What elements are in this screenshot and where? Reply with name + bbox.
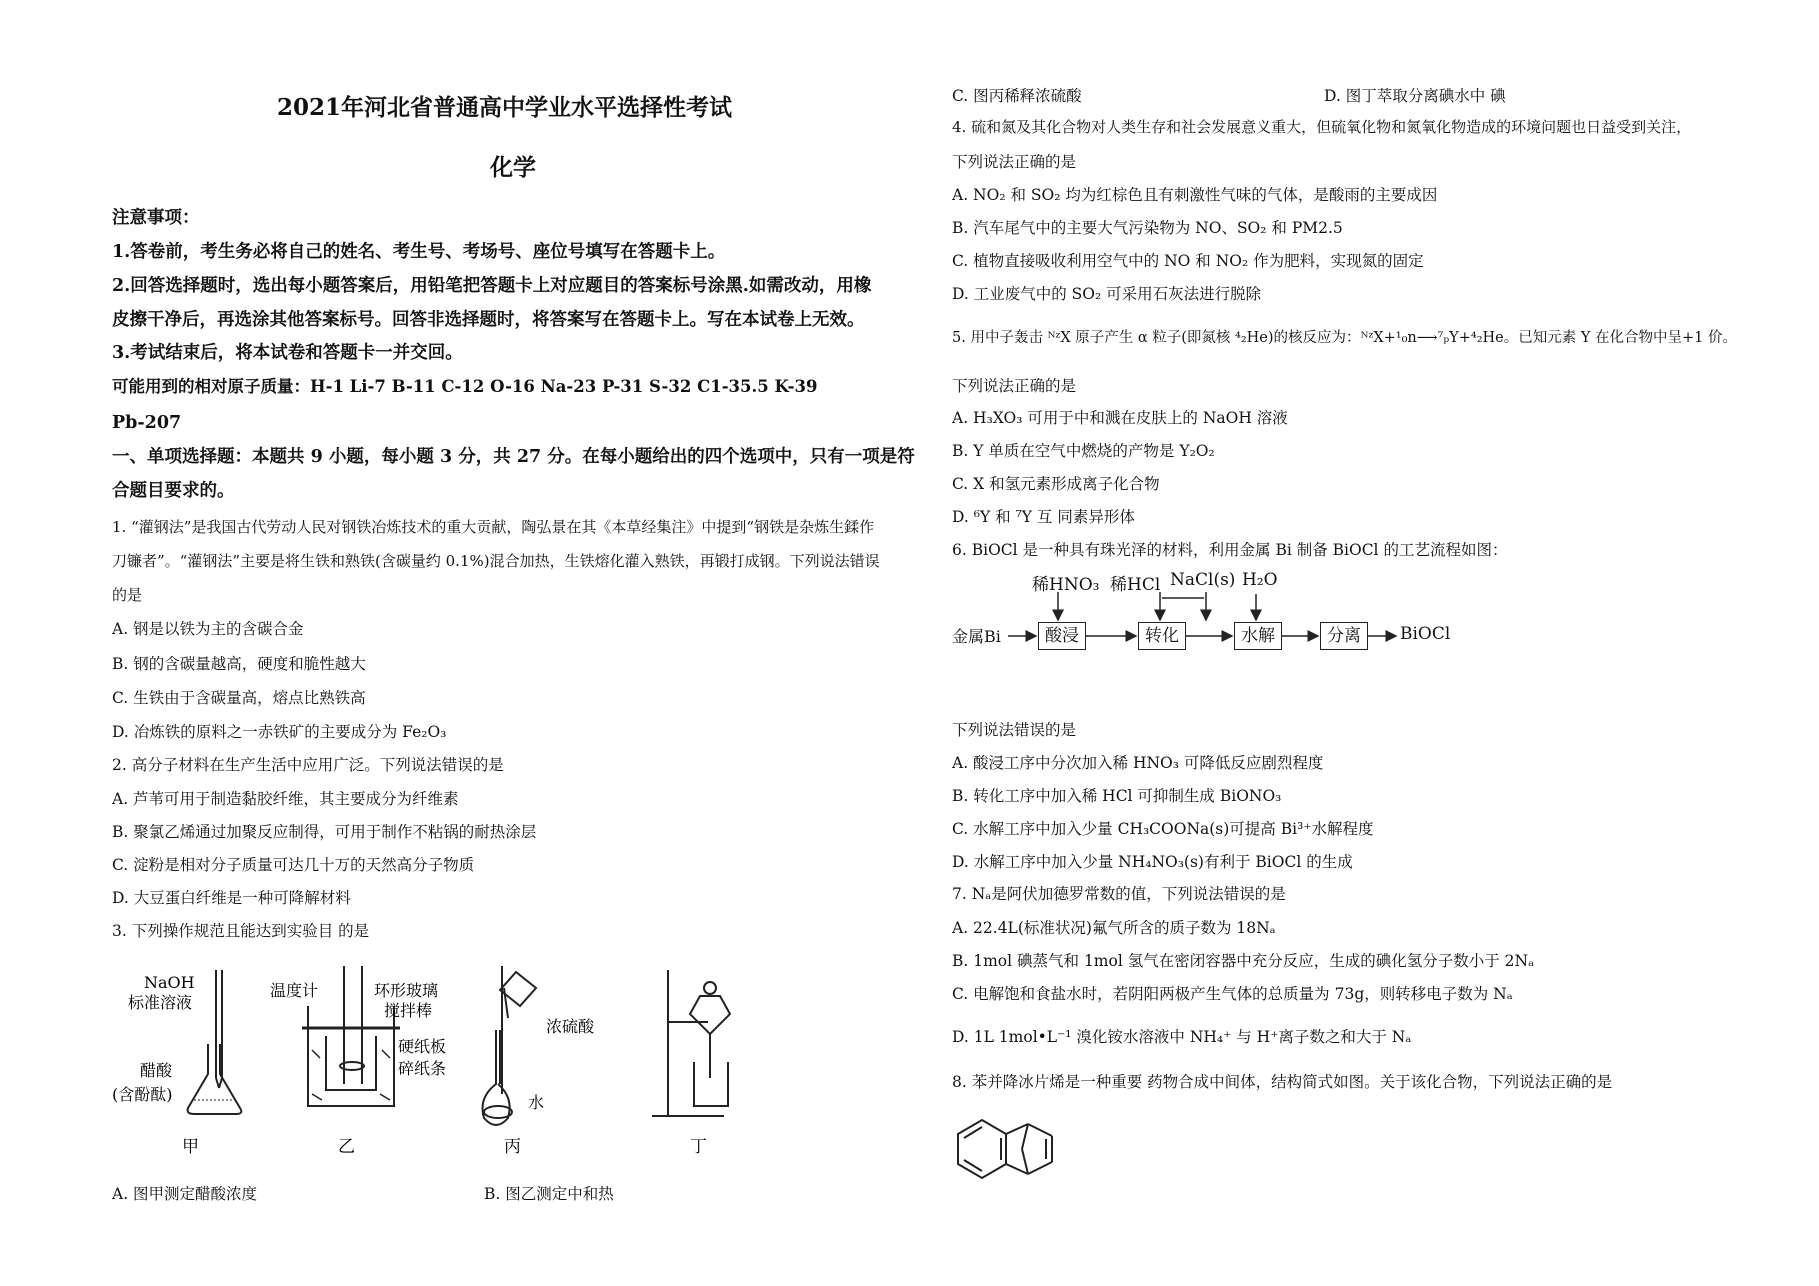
- benzonorbornene-structure: [952, 1104, 1092, 1204]
- q5-option-d: D. ⁶Y 和 ⁷Y 互 同素异形体: [952, 508, 1135, 526]
- q1-stem-line-1: 1. “灌钢法”是我国古代劳动人民对钢铁冶炼技术的重大贡献，陶弘景在其《本草经集注》中提到“钢铁是杂炼生鍒作: [112, 518, 875, 536]
- q4-option-b: B. 汽车尾气中的主要大气污染物为 NO、SO₂ 和 PM2.5: [952, 219, 1343, 237]
- q2-option-c: C. 淀粉是相对分子质量可达几十万的天然高分子物质: [112, 856, 475, 874]
- section-1-heading-line-1: 一、单项选择题：本题共 9 小题，每小题 3 分，共 27 分。在每小题给出的四个选项中，只有一项是符: [112, 447, 915, 467]
- q4-stem-line-1: 4. 硫和氮及其化合物对人类生存和社会发展意义重大，但硫氧化物和氮氧化物造成的环境问题也日益受到关注，: [952, 118, 1692, 136]
- label-with-phenolphthalein: (含酚酞): [112, 1085, 173, 1104]
- q6-stem-line-2: 下列说法错误的是: [952, 721, 1077, 739]
- q5-stem: 5. 用中子轰击 ᴺᶻX 原子产生 α 粒子(即氮核 ⁴₂He)的核反应为：ᴺᶻX+¹₀n⟶⁷ₚY+⁴₂He。已知元素 Y 在化合物中呈+1 价。: [952, 330, 1738, 346]
- q1-stem-line-3: 的是: [112, 586, 143, 604]
- q5-option-b: B. Y 单质在空气中燃烧的产物是 Y₂O₂: [952, 442, 1215, 460]
- q4-option-a: A. NO₂ 和 SO₂ 均为红棕色且有刺激性气味的气体，是酸雨的主要成因: [952, 186, 1438, 204]
- reagent-dilute-hcl: 稀HCl: [1110, 575, 1161, 595]
- label-paper-scraps: 碎纸条: [398, 1059, 447, 1078]
- label-water: 水: [528, 1093, 545, 1112]
- q2-stem: 2. 高分子材料在生产生活中应用广泛。下列说法错误的是: [112, 756, 504, 774]
- q7-stem: 7. Nₐ是阿伏加德罗常数的值，下列说法错误的是: [952, 885, 1286, 903]
- caption-yi: 乙: [338, 1137, 355, 1157]
- exam-subject: 化学: [490, 154, 536, 181]
- q1-stem-line-2: 刀镰者”。“灌钢法”主要是将生铁和熟铁(含碳量约 0.1%)混合加热，生铁熔化灌入熟铁，再锻打成钢。下列说法错误: [112, 552, 880, 570]
- q2-option-a: A. 芦苇可用于制造黏胶纤维，其主要成分为纤维素: [112, 790, 459, 808]
- label-naoh: NaOH: [144, 973, 195, 992]
- flow-arrows: [952, 570, 1472, 670]
- flow-start-bi: 金属Bi: [952, 627, 1001, 646]
- apparatus-ding: [652, 970, 730, 1116]
- q6-stem: 6. BiOCl 是一种具有珠光泽的材料，利用金属 Bi 制备 BiOCl 的工艺流程如图：: [952, 541, 1508, 559]
- flow-step-hydrolysis: 水解: [1234, 622, 1282, 650]
- q5-option-a: A. H₃XO₃ 可用于中和溅在皮肤上的 NaOH 溶液: [952, 409, 1288, 427]
- q3-stem: 3. 下列操作规范且能达到实验目 的是: [112, 922, 370, 940]
- caption-jia: 甲: [182, 1137, 199, 1157]
- reagent-water: H₂O: [1242, 570, 1278, 590]
- caption-bing: 丙: [504, 1137, 521, 1157]
- q3-option-a: A. 图甲测定醋酸浓度: [112, 1185, 258, 1203]
- reagent-dilute-hno3: 稀HNO₃: [1032, 575, 1100, 595]
- q3-option-c: C. 图丙稀释浓硫酸: [952, 87, 1082, 105]
- atomic-mass-line-2: Pb-207: [112, 413, 182, 433]
- q8-stem: 8. 苯并降冰片烯是一种重要 药物合成中间体，结构简式如图。关于该化合物，下列说法正确的是: [952, 1073, 1613, 1091]
- label-ring-stirrer-1: 环形玻璃: [374, 981, 439, 1000]
- q6-option-b: B. 转化工序中加入稀 HCl 可抑制生成 BiONO₃: [952, 787, 1282, 805]
- q2-option-d: D. 大豆蛋白纤维是一种可降解材料: [112, 889, 351, 907]
- caption-ding: 丁: [690, 1137, 707, 1157]
- q6-process-flow: [952, 570, 1472, 670]
- label-acetic-acid: 醋酸: [140, 1061, 173, 1080]
- label-ring-stirrer-2: 搅拌棒: [384, 1001, 433, 1020]
- note-2-line-2: 皮擦干净后，再选涂其他答案标号。回答非选择题时，将答案写在答题卡上。写在本试卷上无效。: [112, 310, 865, 330]
- q3-option-d: D. 图丁萃取分离碘水中 碘: [1324, 87, 1506, 105]
- q6-option-d: D. 水解工序中加入少量 NH₄NO₃(s)有利于 BiOCl 的生成: [952, 853, 1353, 871]
- q3-apparatus-figure: [112, 966, 732, 1158]
- q6-option-c: C. 水解工序中加入少量 CH₃COONa(s)可提高 Bi³⁺水解程度: [952, 820, 1374, 838]
- reagent-nacl: NaCl(s): [1170, 570, 1236, 590]
- note-3: 3.考试结束后，将本试卷和答题卡一并交回。: [112, 343, 463, 363]
- q2-option-b: B. 聚氯乙烯通过加聚反应制得，可用于制作不粘锅的耐热涂层: [112, 823, 537, 841]
- label-conc-sulfuric-acid: 浓硫酸: [546, 1017, 595, 1036]
- exam-title: 2021年河北省普通高中学业水平选择性考试: [277, 94, 733, 121]
- q7-option-a: A. 22.4L(标准状况)氟气所含的质子数为 18Nₐ: [952, 919, 1276, 937]
- q1-option-b: B. 钢的含碳量越高，硬度和脆性越大: [112, 655, 366, 673]
- label-thermometer: 温度计: [270, 981, 319, 1000]
- label-standard-solution: 标准溶液: [128, 993, 193, 1012]
- q7-option-d: D. 1L 1mol•L⁻¹ 溴化铵水溶液中 NH₄⁺ 与 H⁺离子数之和大于 Nₐ: [952, 1028, 1412, 1046]
- notes-heading: 注意事项：: [112, 208, 200, 228]
- note-2-line-1: 2.回答选择题时，选出每小题答案后，用铅笔把答题卡上对应题目的答案标号涂黑.如需改动，用橡: [112, 276, 872, 296]
- q7-option-c: C. 电解饱和食盐水时，若阴阳两极产生气体的总质量为 73g，则转移电子数为 Nₐ: [952, 985, 1513, 1003]
- flow-step-separation: 分离: [1320, 622, 1368, 650]
- q6-option-a: A. 酸浸工序中分次加入稀 HNO₃ 可降低反应剧烈程度: [952, 754, 1324, 772]
- section-1-heading-line-2: 合题目要求的。: [112, 481, 235, 501]
- q1-option-c: C. 生铁由于含碳量高，熔点比熟铁高: [112, 689, 366, 707]
- atomic-mass-line-1: 可能用到的相对原子质量：H-1 Li-7 B-11 C-12 O-16 Na-23 P-31 S-32 C1-35.5 K-39: [112, 377, 818, 396]
- q3-option-b: B. 图乙测定中和热: [484, 1185, 614, 1203]
- q4-stem-line-2: 下列说法正确的是: [952, 153, 1077, 171]
- q1-option-a: A. 钢是以铁为主的含碳合金: [112, 620, 304, 638]
- apparatus-jia: [188, 970, 242, 1114]
- label-cardboard: 硬纸板: [398, 1037, 447, 1056]
- q4-option-d: D. 工业废气中的 SO₂ 可采用石灰法进行脱除: [952, 285, 1262, 303]
- flow-step-conversion: 转化: [1138, 622, 1186, 650]
- q1-option-d: D. 冶炼铁的原料之一赤铁矿的主要成分为 Fe₂O₃: [112, 723, 447, 741]
- flow-end-biocl: BiOCl: [1400, 624, 1451, 644]
- q5-option-c: C. X 和氢元素形成离子化合物: [952, 475, 1160, 493]
- note-1: 1.答卷前，考生务必将自己的姓名、考生号、考场号、座位号填写在答题卡上。: [112, 242, 726, 262]
- q5-stem-line-2: 下列说法正确的是: [952, 377, 1077, 395]
- q7-option-b: B. 1mol 碘蒸气和 1mol 氢气在密闭容器中充分反应，生成的碘化氢分子数小于 2Nₐ: [952, 952, 1535, 970]
- q4-option-c: C. 植物直接吸收利用空气中的 NO 和 NO₂ 作为肥料，实现氮的固定: [952, 252, 1424, 270]
- flow-step-acid-leach: 酸浸: [1038, 622, 1086, 650]
